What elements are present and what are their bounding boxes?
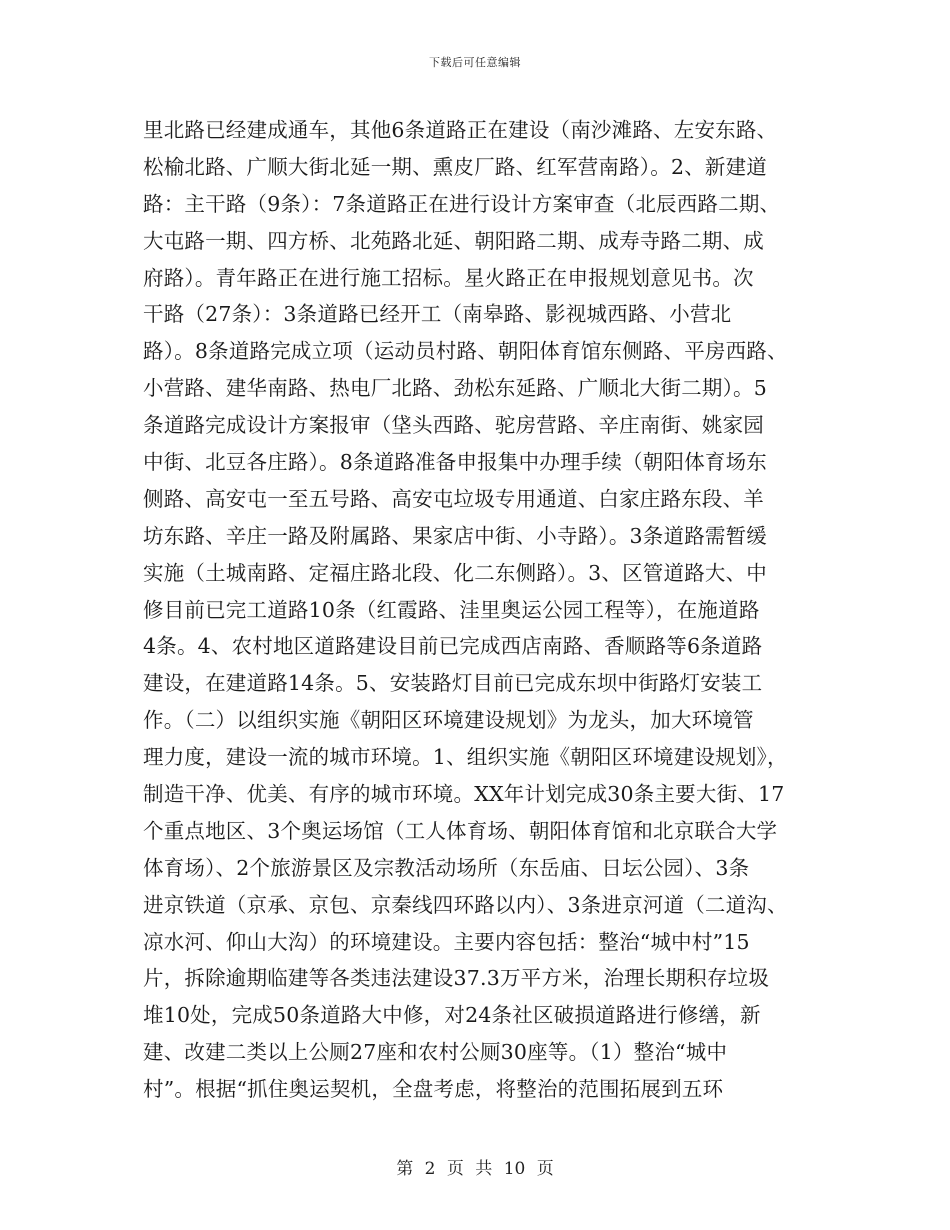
page-header: 下载后可任意编辑 bbox=[429, 56, 521, 69]
text-line: 制造干净、优美、有序的城市环境。XX年计划完成30条主要大街、17 bbox=[143, 782, 785, 807]
document-body bbox=[143, 112, 833, 1108]
text-line: 大屯路一期、四方桥、北苑路北延、朝阳路二期、成寿寺路二期、成 bbox=[143, 228, 764, 253]
text-line: 里北路已经建成通车，其他6条道路正在建设（南沙滩路、左安东路、 bbox=[143, 118, 778, 142]
text-line: 堆10处，完成50条道路大中修，对24条社区破损道路进行修缮，新 bbox=[143, 1003, 761, 1028]
text-line: 松榆北路、广顺大街北延一期、熏皮厂路、红军营南路）。2、新建道 bbox=[143, 154, 767, 179]
text-line: 坊东路、辛庄一路及附属路、果家店中街、小寺路）。3条道路需暂缓 bbox=[143, 523, 767, 548]
text-line: 个重点地区、3个奥运场馆（工人体育场、朝阳体育馆和北京联合大学 bbox=[143, 818, 778, 843]
text-line: 实施（土城南路、定福庄路北段、化二东侧路）。3、区管道路大、中 bbox=[143, 560, 767, 585]
text-line: 侧路、高安屯一至五号路、高安屯垃圾专用通道、白家庄路东段、羊 bbox=[143, 486, 764, 511]
text-line: 路）。8条道路完成立项（运动员村路、朝阳体育馆东侧路、平房西路、 bbox=[143, 339, 788, 364]
text-line: 作。（二）以组织实施《朝阳区环境建设规划》为龙头，加大环境管 bbox=[143, 708, 754, 733]
text-line: 小营路、建华南路、热电厂北路、劲松东延路、广顺北大街二期）。5 bbox=[143, 376, 767, 401]
text-line: 理力度，建设一流的城市环境。1、组织实施《朝阳区环境建设规划》， bbox=[143, 745, 788, 770]
text-line: 4条。4、农村地区道路建设目前已完成西店南路、香顺路等6条道路 bbox=[143, 634, 763, 659]
text-line: 中街、北豆各庄路）。8条道路准备申报集中办理手续（朝阳体育场东 bbox=[143, 450, 767, 475]
page-footer: 第 2 页 共 10 页 bbox=[396, 1159, 554, 1179]
text-line: 村”。根据“抓住奥运契机，全盘考虑，将整治的范围拓展到五环 bbox=[143, 1077, 724, 1102]
text-line: 片，拆除逾期临建等各类违法建设37.3万平方米，治理长期积存垃圾 bbox=[143, 966, 770, 991]
text-line: 路：主干路（9条）：7条道路正在进行设计方案审查（北辰西路二期、 bbox=[143, 191, 781, 216]
text-line: 建、改建二类以上公厕27座和农村公厕30座等。（1）整治“城中 bbox=[143, 1040, 728, 1065]
text-line: 进京铁道（京承、京包、京秦线四环路以内）、3条进京河道（二道沟、 bbox=[143, 892, 788, 917]
text-line: 凉水河、仰山大沟）的环境建设。主要内容包括：整治“城中村”15 bbox=[143, 929, 750, 954]
text-line: 体育场）、2个旅游景区及宗教活动场所（东岳庙、日坛公园）、3条 bbox=[143, 855, 750, 880]
text-line: 府路）。青年路正在进行施工招标。星火路正在申报规划意见书。次 bbox=[143, 265, 754, 290]
text-line: 修目前已完工道路10条（红霞路、洼里奥运公园工程等），在施道路 bbox=[143, 597, 760, 622]
text-line: 条道路完成设计方案报审（垡头西路、驼房营路、辛庄南街、姚家园 bbox=[143, 413, 764, 438]
text-line: 干路（27条）：3条道路已经开工（南皋路、影视城西路、小营北 bbox=[143, 302, 732, 327]
text-line: 建设，在建道路14条。5、安装路灯目前已完成东坝中街路灯安装工 bbox=[143, 671, 763, 696]
